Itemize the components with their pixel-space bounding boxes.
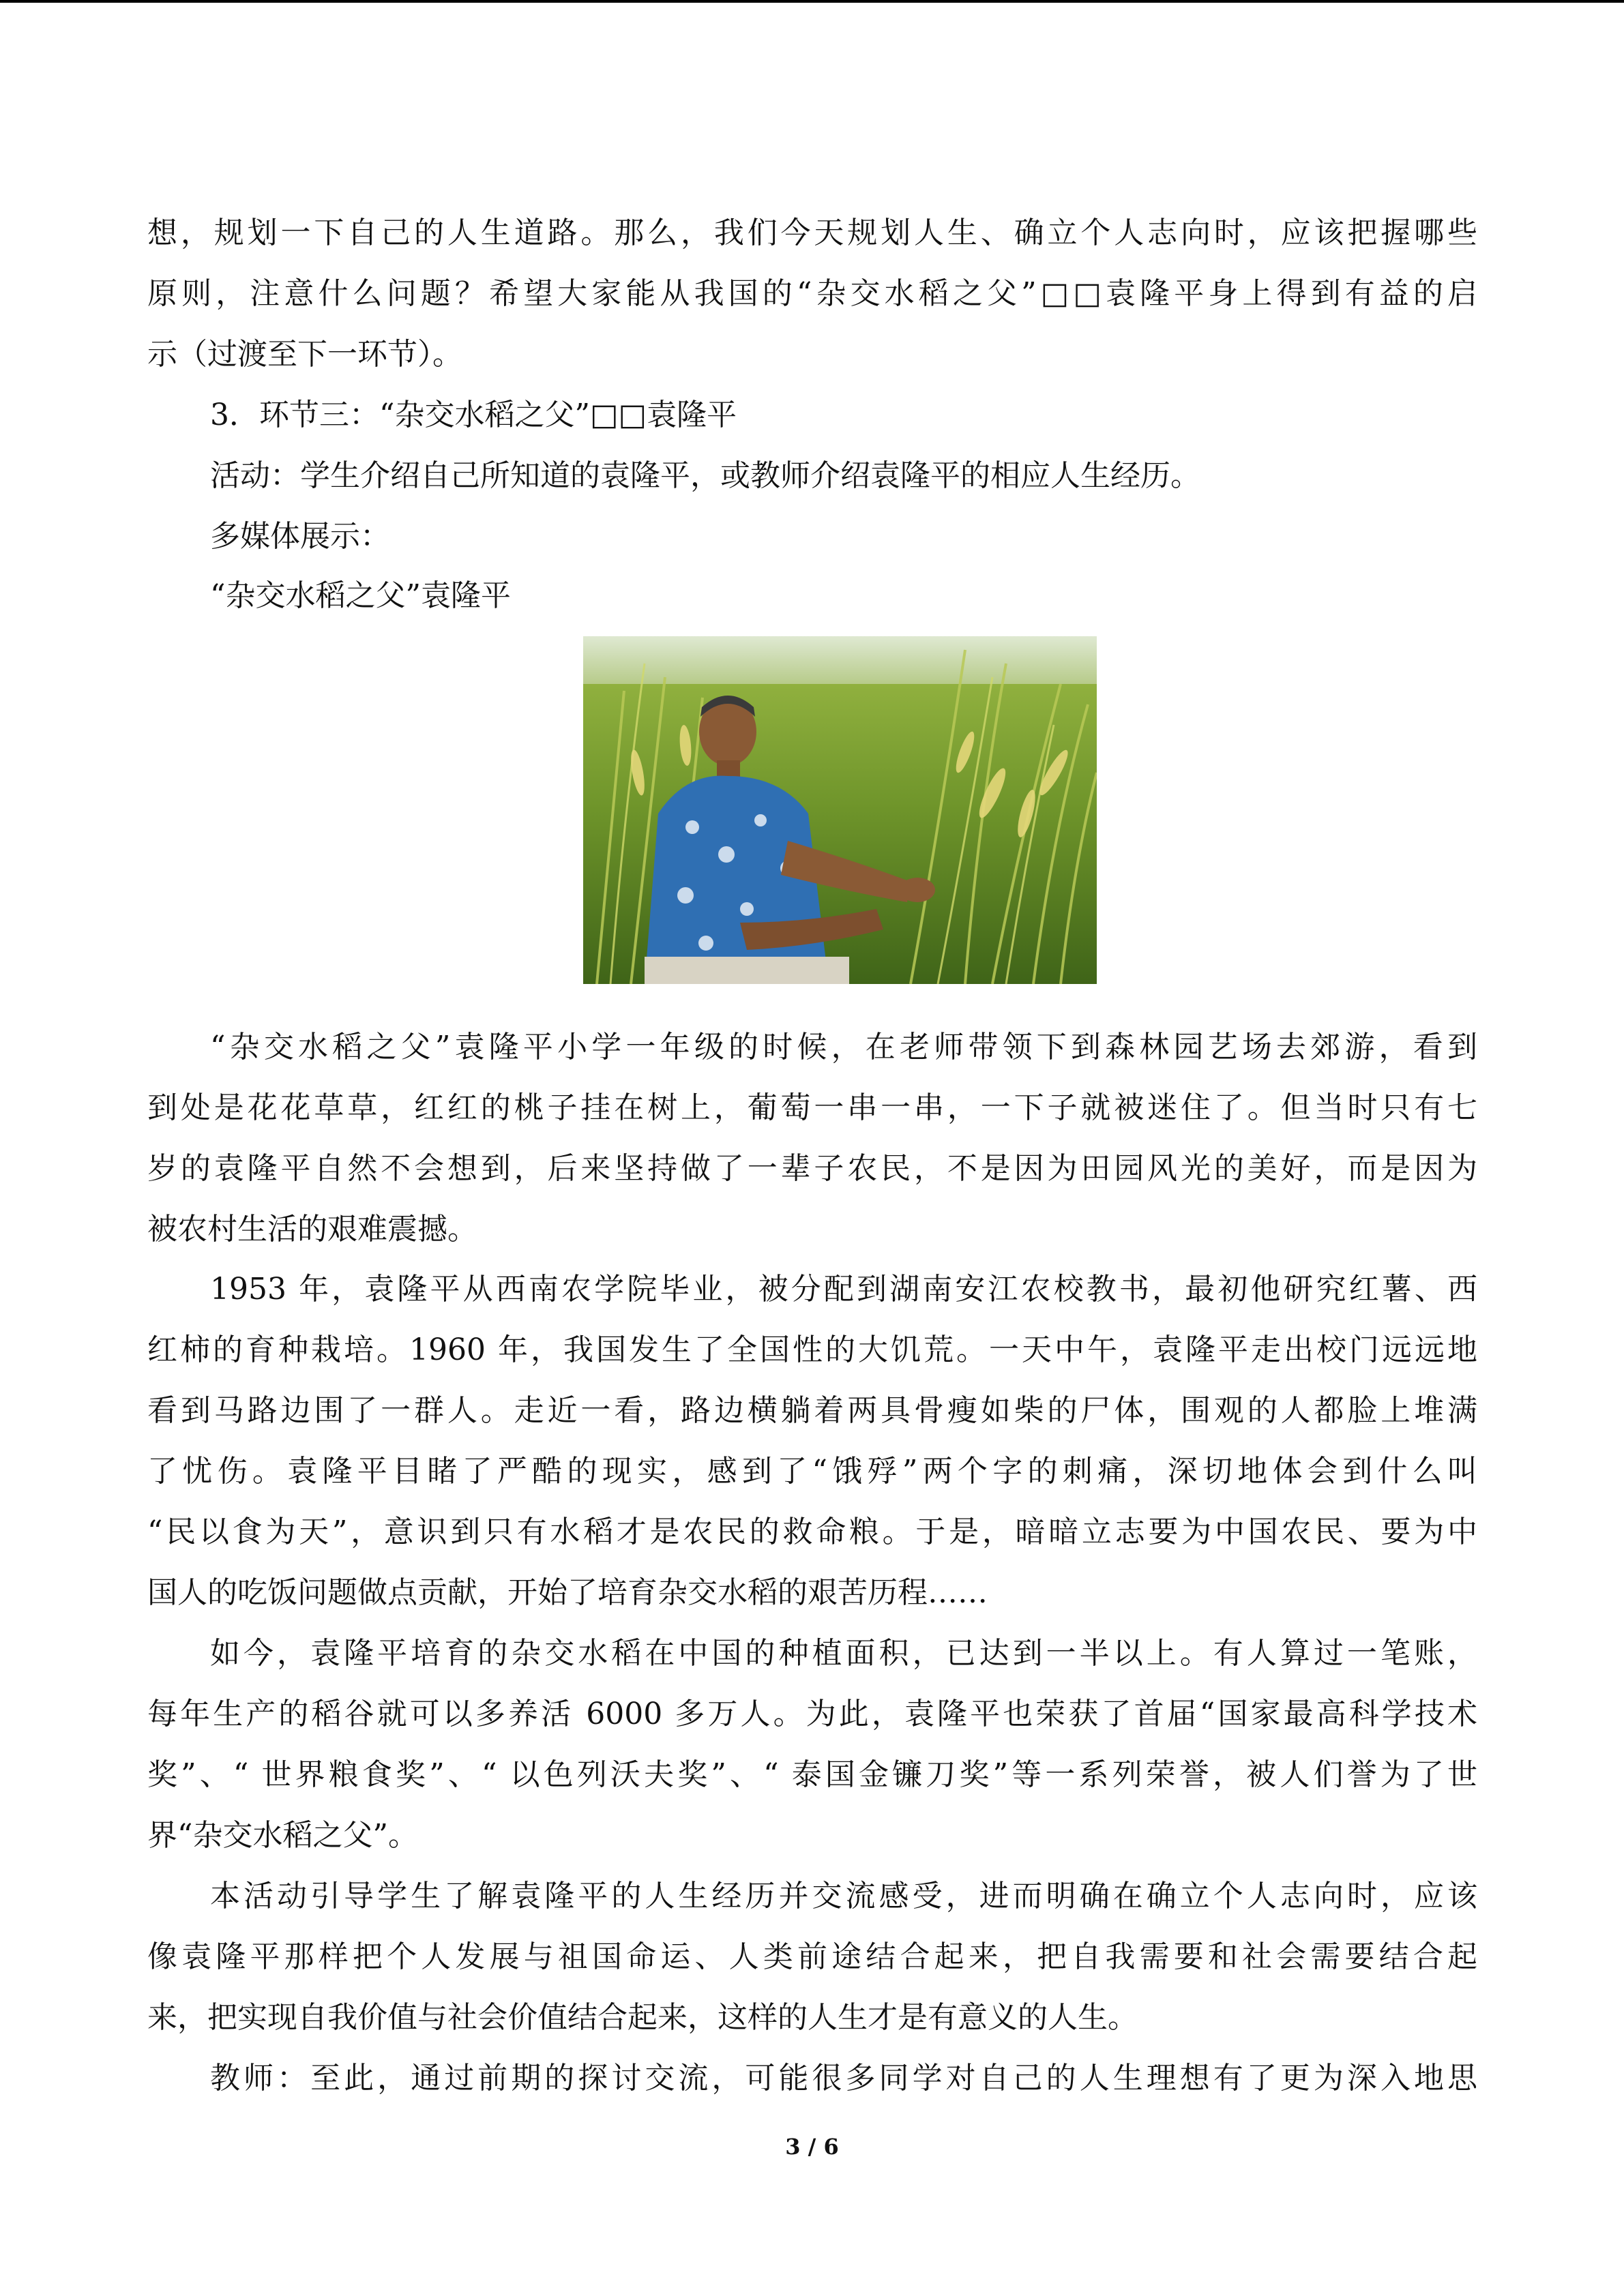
body-text-line: 原则，注意什么问题？希望大家能从我国的“杂交水稻之父”□□袁隆平身上得到有益的启: [147, 276, 1477, 311]
page-number: 3 / 6: [785, 2134, 839, 2160]
body-text-line: 1953 年，袁隆平从西南农学院毕业，被分配到湖南安江农校教书，最初他研究红薯、西: [210, 1272, 1477, 1307]
body-text-line: 多媒体展示：: [210, 519, 390, 554]
body-text-line: 像袁隆平那样把个人发展与祖国命运、人类前途结合起来，把自我需要和社会需要结合起: [147, 1939, 1477, 1974]
body-text-line: 被农村生活的艰难震撼。: [147, 1212, 477, 1247]
body-text-line: 每年生产的稻谷就可以多养活 6000 多万人。为此，袁隆平也荣获了首届“国家最高科学技术: [147, 1697, 1477, 1731]
yuan-longping-photo: [583, 636, 1097, 984]
body-text-line: 想，规划一下自己的人生道路。那么，我们今天规划人生、确立个人志向时，应该把握哪些: [147, 215, 1477, 250]
body-text-line: 如今，袁隆平培育的杂交水稻在中国的种植面积，已达到一半以上。有人算过一笔账，: [210, 1636, 1477, 1671]
body-text-line: 来，把实现自我价值与社会价值结合起来，这样的人生才是有意义的人生。: [147, 2000, 1138, 2035]
page-top-border: [0, 0, 1624, 3]
body-text-line: 教师：至此，通过前期的探讨交流，可能很多同学对自己的人生理想有了更为深入地思: [210, 2061, 1477, 2096]
body-text-line: 活动：学生介绍自己所知道的袁隆平，或教师介绍袁隆平的相应人生经历。: [210, 458, 1200, 493]
body-text-line: 界“杂交水稻之父”。: [147, 1818, 418, 1853]
body-text-line: 看到马路边围了一群人。走近一看，路边横躺着两具骨瘦如柴的尸体，围观的人都脸上堆满: [147, 1393, 1477, 1428]
body-text-line: 国人的吃饭问题做点贡献，开始了培育杂交水稻的艰苦历程……: [147, 1575, 988, 1610]
body-text-line: 奖”、“ 世界粮食奖”、“ 以色列沃夫奖”、“ 泰国金镰刀奖”等一系列荣誉，被人们誉为了世: [147, 1757, 1477, 1792]
section-heading: 3．环节三：“杂交水稻之父”□□袁隆平: [210, 398, 737, 432]
body-text-line: 到处是花花草草，红红的桃子挂在树上，葡萄一串一串，一下子就被迷住了。但当时只有七: [147, 1090, 1477, 1125]
photo-caption: “杂交水稻之父”袁隆平: [210, 578, 511, 613]
body-text-line: 示（过渡至下一环节）。: [147, 337, 462, 372]
body-text-line: 了忧伤。袁隆平目睹了严酷的现实，感到了“饿殍”两个字的刺痛，深切地体会到什么叫: [147, 1454, 1477, 1489]
body-text-line: 红柿的育种栽培。1960 年，我国发生了全国性的大饥荒。一天中午，袁隆平走出校门远远地: [147, 1332, 1477, 1367]
body-text-line: 岁的袁隆平自然不会想到，后来坚持做了一辈子农民，不是因为田园风光的美好，而是因为: [147, 1151, 1477, 1186]
body-text-line: “杂交水稻之父”袁隆平小学一年级的时候，在老师带领下到森林园艺场去郊游，看到: [210, 1030, 1477, 1064]
body-text-line: “民以食为天”，意识到只有水稻才是农民的救命粮。于是，暗暗立志要为中国农民、要为中: [147, 1515, 1477, 1549]
body-text-line: 本活动引导学生了解袁隆平的人生经历并交流感受，进而明确在确立个人志向时，应该: [210, 1879, 1477, 1913]
